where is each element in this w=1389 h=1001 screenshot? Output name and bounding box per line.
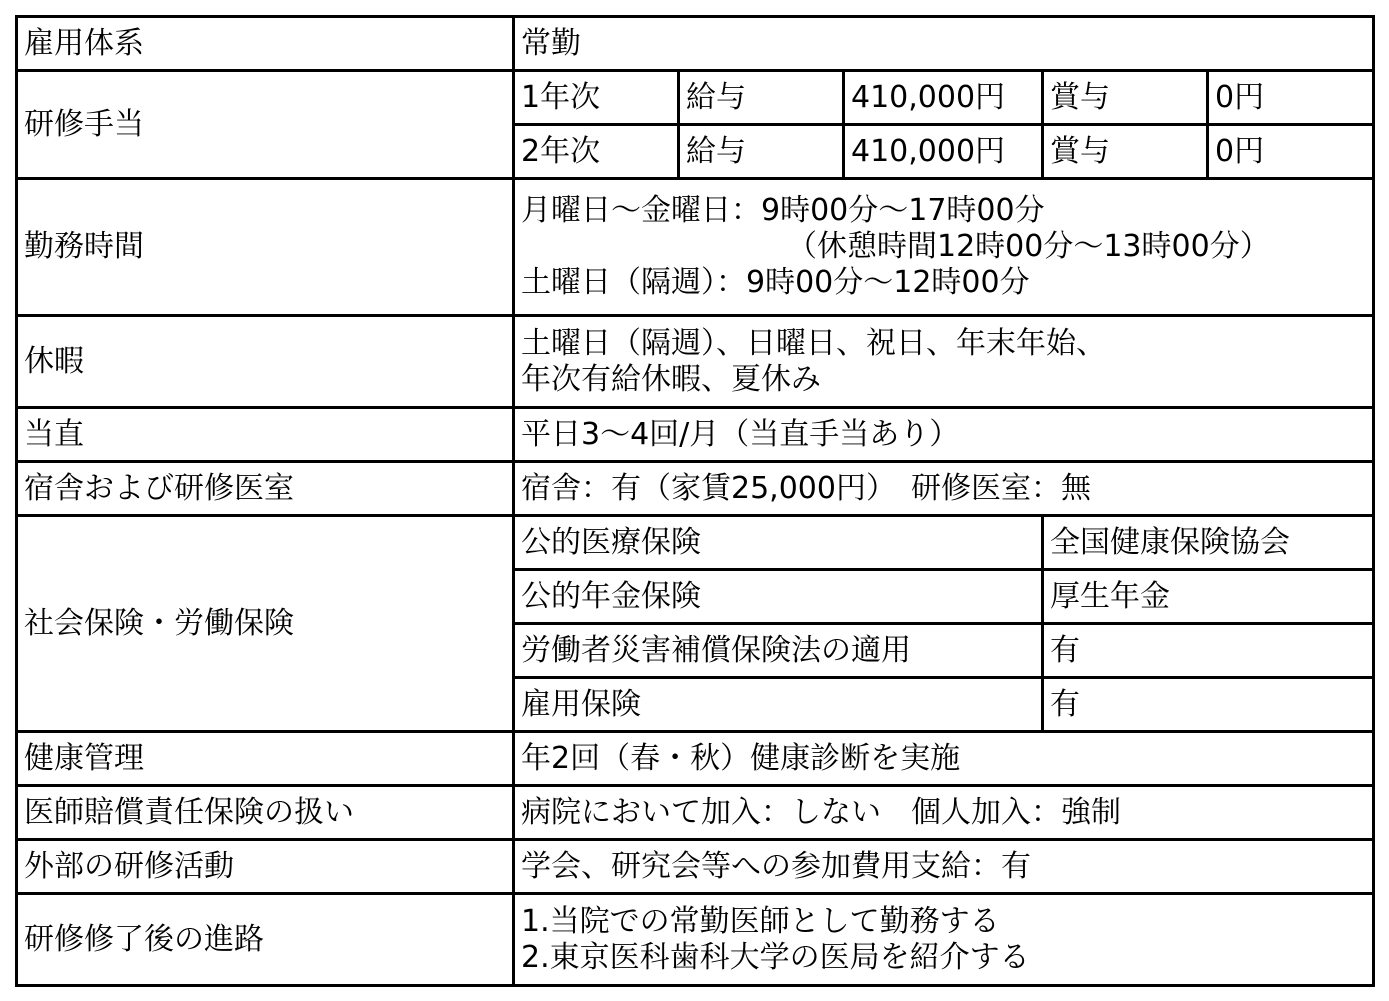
residency-conditions-table [15, 15, 1375, 987]
allowance-bonus-label: 賞与 [1043, 125, 1208, 179]
duty-row [17, 408, 1374, 462]
housing-label: 宿舎および研修医室 [17, 462, 514, 516]
employment-value: 常勤 [514, 17, 1374, 71]
allowance-salary: 410,000円 [844, 125, 1043, 179]
liability-value: 病院において加入：しない 個人加入：強制 [514, 786, 1374, 840]
insurance-value: 有 [1043, 624, 1374, 678]
insurance-name: 公的年金保険 [514, 570, 1043, 624]
liability-row [17, 786, 1374, 840]
hours-row [17, 179, 1374, 316]
allowance-salary-label: 給与 [679, 125, 844, 179]
holidays-label: 休暇 [17, 316, 514, 408]
housing-row [17, 462, 1374, 516]
health-label: 健康管理 [17, 732, 514, 786]
employment-label: 雇用体系 [17, 17, 514, 71]
external-row [17, 840, 1374, 894]
insurance-value: 全国健康保険協会 [1043, 516, 1374, 570]
career-option: 1.当院での常勤医師として勤務する [521, 903, 1000, 939]
career-option: 2.東京医科歯科大学の医局を紹介する [521, 939, 1030, 975]
allowance-salary: 410,000円 [844, 71, 1043, 125]
insurance-name: 公的医療保険 [514, 516, 1043, 570]
insurance-name: 雇用保険 [514, 678, 1043, 732]
employment-row [17, 17, 1374, 71]
hours-value [514, 179, 1374, 316]
career-label: 研修修了後の進路 [17, 894, 514, 986]
allowance-row-1 [17, 71, 1374, 125]
insurance-row-1 [17, 516, 1374, 570]
housing-value: 宿舎：有（家賃25,000円） 研修医室：無 [514, 462, 1374, 516]
hours-weekday-line: 月曜日～金曜日：9時00分～17時00分 [521, 193, 1045, 228]
duty-label: 当直 [17, 408, 514, 462]
health-row [17, 732, 1374, 786]
allowance-bonus: 0円 [1208, 71, 1374, 125]
external-value: 学会、研究会等への参加費用支給：有 [514, 840, 1374, 894]
insurance-name: 労働者災害補償保険法の適用 [514, 624, 1043, 678]
holidays-row [17, 316, 1374, 408]
holidays-value [514, 316, 1374, 408]
hours-label: 勤務時間 [17, 179, 514, 316]
allowance-salary-label: 給与 [679, 71, 844, 125]
career-value [514, 894, 1374, 986]
career-row [17, 894, 1374, 986]
insurance-value: 有 [1043, 678, 1374, 732]
hours-break-line: （休憩時間12時00分～13時00分） [787, 229, 1270, 264]
duty-value: 平日3～4回/月（当直手当あり） [514, 408, 1374, 462]
hours-saturday-line: 土曜日（隔週）：9時00分～12時00分 [521, 265, 1030, 300]
external-label: 外部の研修活動 [17, 840, 514, 894]
liability-label: 医師賠償責任保険の扱い [17, 786, 514, 840]
allowance-bonus-label: 賞与 [1043, 71, 1208, 125]
allowance-year: 2年次 [514, 125, 679, 179]
allowance-bonus: 0円 [1208, 125, 1374, 179]
allowance-label: 研修手当 [17, 71, 514, 179]
insurance-label: 社会保険・労働保険 [17, 516, 514, 732]
health-value: 年2回（春・秋）健康診断を実施 [514, 732, 1374, 786]
allowance-year: 1年次 [514, 71, 679, 125]
holidays-line: 土曜日（隔週）、日曜日、祝日、年末年始、 [521, 325, 1106, 361]
insurance-value: 厚生年金 [1043, 570, 1374, 624]
holidays-line: 年次有給休暇、夏休み [521, 361, 821, 397]
